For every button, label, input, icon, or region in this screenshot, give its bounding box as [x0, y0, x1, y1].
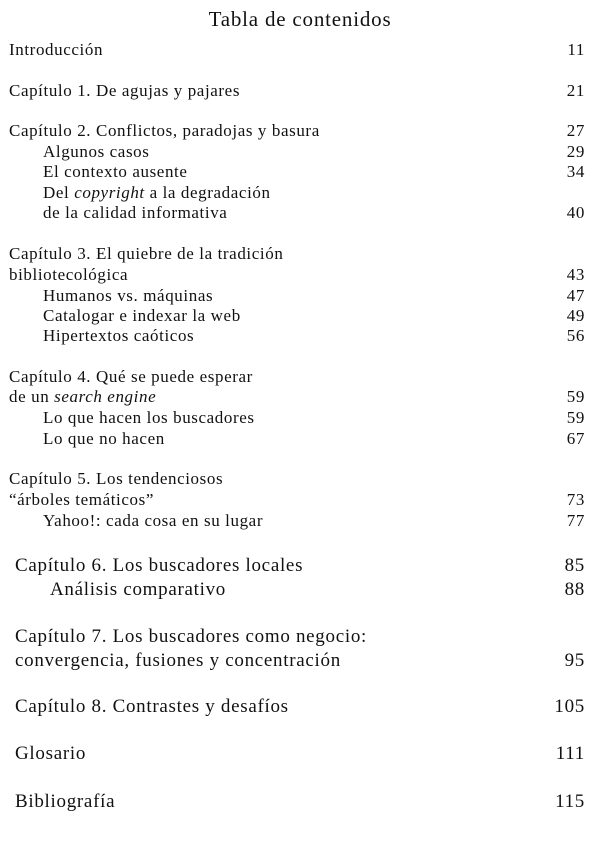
toc-entry-text: Yahoo!: cada cosa en su lugar — [43, 511, 264, 530]
toc-entry-text: Bibliografía — [15, 791, 116, 812]
toc-entry-page: 111 — [555, 743, 585, 764]
toc-subentry — [0, 428, 600, 450]
toc-entry-page: 34 — [566, 162, 585, 181]
toc-entry-capitulo-2 — [0, 120, 600, 142]
toc-entry-text: de un search engine — [9, 387, 157, 406]
toc-entry-capitulo-7-cont — [0, 649, 600, 673]
toc-subentry — [0, 141, 600, 163]
toc-entry-page: 56 — [566, 326, 585, 345]
toc-subentry — [0, 407, 600, 429]
toc-entry-text: Glosario — [15, 743, 87, 764]
toc-entry-page: 115 — [555, 791, 585, 812]
toc-entry-capitulo-4 — [0, 366, 600, 388]
toc-entry-page: 27 — [566, 121, 585, 140]
toc-entry-text: Análisis comparativo — [50, 579, 226, 600]
toc-entry-page: 11 — [567, 40, 585, 59]
toc-entry-page: 40 — [566, 203, 585, 222]
toc-entry-page: 73 — [566, 490, 585, 509]
toc-entry-capitulo-3 — [0, 243, 600, 265]
toc-entry-page: 21 — [566, 81, 585, 100]
toc-entry-text: Capítulo 2. Conflictos, paradojas y basura — [9, 121, 320, 140]
toc-entry-text: Catalogar e indexar la web — [43, 306, 241, 325]
toc-entry-page: 59 — [566, 387, 585, 406]
toc-subentry — [0, 305, 600, 327]
toc-entry-capitulo-8 — [0, 695, 600, 719]
toc-entry-text: Capítulo 7. Los buscadores como negocio: — [15, 626, 367, 647]
toc-entry-text: El contexto ausente — [43, 162, 188, 181]
toc-entry-text: convergencia, fusiones y concentración — [15, 650, 341, 671]
toc-entry-text: Lo que hacen los buscadores — [43, 408, 255, 427]
toc-entry-text: Algunos casos — [43, 142, 150, 161]
toc-entry-text: Lo que no hacen — [43, 429, 165, 448]
toc-entry-page: 43 — [566, 265, 585, 284]
toc-entry-text: Capítulo 1. De agujas y pajares — [9, 81, 241, 100]
toc-entry-page: 105 — [554, 696, 585, 717]
toc-entry-text: de la calidad informativa — [43, 203, 228, 222]
toc-entry-text: bibliotecológica — [9, 265, 129, 284]
toc-entry-capitulo-5-cont — [0, 489, 600, 511]
toc-entry-capitulo-5 — [0, 468, 600, 490]
toc-entry-page: 88 — [564, 579, 585, 600]
toc-entry-page: 49 — [566, 306, 585, 325]
toc-entry-glosario — [0, 742, 600, 766]
toc-entry-text: Hipertextos caóticos — [43, 326, 195, 345]
toc-entry-page: 77 — [566, 511, 585, 530]
page-title: Tabla de contenidos — [208, 7, 392, 31]
toc-subentry — [0, 510, 600, 532]
toc-entry-text: Capítulo 5. Los tendenciosos — [9, 469, 224, 488]
toc-subentry — [0, 578, 600, 602]
toc-entry-capitulo-4-cont — [0, 386, 600, 408]
toc-entry-page: 85 — [564, 555, 585, 576]
toc-entry-capitulo-7 — [0, 625, 600, 649]
toc-entry-text: Del copyright a la degradación — [43, 183, 271, 202]
toc-entry-text: Humanos vs. máquinas — [43, 286, 214, 305]
toc-entry-text: Introducción — [9, 40, 104, 59]
toc-entry-introduccion — [0, 39, 600, 61]
toc-entry-text: Capítulo 6. Los buscadores locales — [15, 555, 304, 576]
toc-entry-page: 29 — [566, 142, 585, 161]
toc-subentry — [0, 325, 600, 347]
toc-entry-text: Capítulo 3. El quiebre de la tradición — [9, 244, 284, 263]
toc-entry-page: 47 — [566, 286, 585, 305]
toc-entry-text: “árboles temáticos” — [9, 490, 154, 509]
toc-entry-text: Capítulo 8. Contrastes y desafíos — [15, 696, 289, 717]
toc-entry-bibliografia — [0, 790, 600, 814]
toc-subentry — [0, 161, 600, 183]
toc-entry-page: 59 — [566, 408, 585, 427]
toc-entry-capitulo-1 — [0, 80, 600, 102]
toc-subentry — [0, 202, 600, 224]
toc-entry-text: Capítulo 4. Qué se puede esperar — [9, 367, 253, 386]
toc-entry-page: 95 — [564, 650, 585, 671]
toc-entry-capitulo-3-cont — [0, 264, 600, 286]
toc-subentry — [0, 182, 600, 204]
toc-entry-page: 67 — [566, 429, 585, 448]
toc-entry-capitulo-6 — [0, 554, 600, 578]
toc-subentry — [0, 285, 600, 307]
